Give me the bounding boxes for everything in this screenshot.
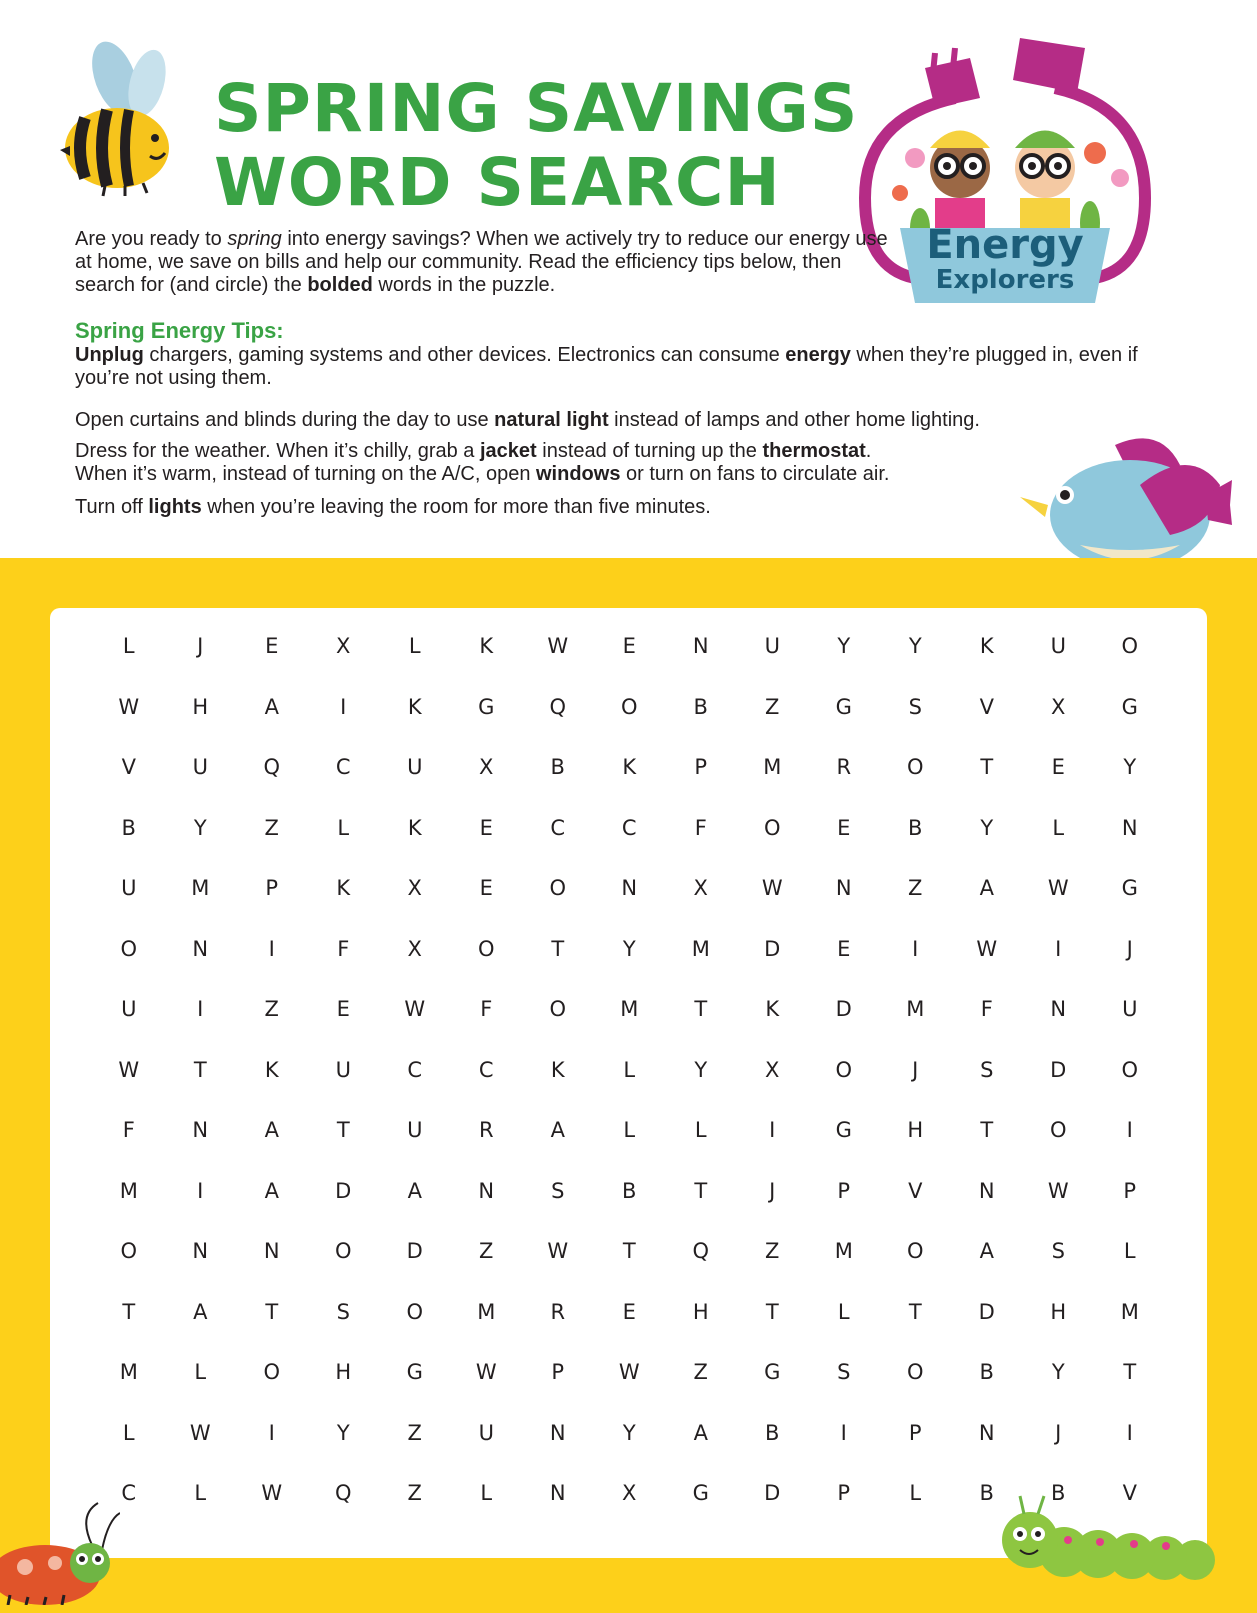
grid-letter[interactable]: Y: [694, 1057, 708, 1082]
tip-text: When it’s warm, instead of turning on the A/C, open: [75, 463, 536, 485]
grid-letter[interactable]: E: [479, 876, 493, 900]
grid-letter[interactable]: C: [407, 1057, 423, 1082]
bee-illustration: [55, 38, 185, 198]
grid-letter[interactable]: Y: [1123, 755, 1137, 779]
grid-letter[interactable]: N: [1121, 815, 1138, 840]
grid-letter[interactable]: Z: [765, 1239, 780, 1263]
grid-letter[interactable]: V: [1122, 1481, 1137, 1505]
grid-letter[interactable]: P: [908, 1420, 922, 1445]
grid-letter[interactable]: J: [769, 1178, 776, 1203]
word-search-grid[interactable]: [93, 634, 1166, 1542]
grid-letter[interactable]: U: [1050, 634, 1066, 658]
grid-letter[interactable]: C: [478, 1057, 494, 1082]
grid-letter[interactable]: A: [693, 1420, 708, 1445]
grid-letter[interactable]: I: [769, 1118, 776, 1142]
grid-letter[interactable]: Y: [336, 1420, 350, 1445]
tip-text: or turn on fans to circulate air.: [620, 463, 890, 485]
grid-letter[interactable]: R: [836, 755, 852, 779]
grid-letter[interactable]: N: [978, 1178, 995, 1203]
grid-letter[interactable]: W: [475, 1360, 497, 1384]
title-line-2: WORD SEARCH: [214, 144, 781, 221]
grid-letter[interactable]: E: [1051, 755, 1065, 779]
grid-letter[interactable]: O: [334, 1239, 352, 1263]
grid-letter[interactable]: G: [835, 1118, 852, 1142]
grid-letter[interactable]: N: [192, 936, 209, 961]
intro-bold-word: bolded: [307, 274, 373, 296]
grid-letter[interactable]: D: [764, 936, 781, 961]
grid-letter[interactable]: O: [1049, 1118, 1067, 1142]
grid-letter[interactable]: N: [978, 1420, 995, 1445]
grid-letter[interactable]: B: [979, 1481, 994, 1505]
grid-letter[interactable]: N: [192, 1239, 209, 1263]
tip-text: Open curtains and blinds during the day to use: [75, 409, 495, 431]
grid-letter[interactable]: A: [407, 1178, 422, 1203]
grid-letter[interactable]: K: [336, 876, 351, 900]
grid-letter[interactable]: O: [906, 1360, 924, 1384]
grid-letter[interactable]: N: [549, 1481, 566, 1505]
grid-letter[interactable]: Z: [264, 997, 279, 1021]
grid-letter[interactable]: L: [1123, 1239, 1136, 1263]
grid-letter[interactable]: A: [264, 694, 279, 719]
grid-letter[interactable]: W: [547, 1239, 569, 1263]
grid-letter[interactable]: K: [979, 634, 994, 658]
grid-letter[interactable]: X: [407, 936, 422, 961]
grid-letter[interactable]: F: [980, 997, 993, 1021]
grid-letter[interactable]: M: [477, 1299, 496, 1324]
grid-letter[interactable]: O: [620, 694, 638, 719]
grid-letter[interactable]: D: [406, 1239, 423, 1263]
bolded-keyword: thermostat: [762, 440, 866, 462]
grid-letter[interactable]: W: [618, 1360, 640, 1384]
grid-letter[interactable]: A: [979, 1239, 994, 1263]
tip-text: chargers, gaming systems and other devices. Electronics can consume: [143, 344, 786, 366]
grid-letter[interactable]: Y: [193, 815, 207, 840]
tip-text: Dress for the weather. When it’s chilly, grab a: [75, 440, 480, 462]
grid-letter[interactable]: Q: [549, 694, 567, 719]
grid-letter[interactable]: B: [550, 755, 565, 779]
grid-letter[interactable]: V: [121, 755, 136, 779]
grid-letter[interactable]: J: [197, 634, 204, 658]
title-line-1: SPRING SAVINGS: [214, 70, 859, 147]
grid-letter[interactable]: Z: [765, 694, 780, 719]
grid-letter[interactable]: Z: [264, 815, 279, 840]
grid-letter[interactable]: O: [406, 1299, 424, 1324]
grid-letter[interactable]: T: [193, 1057, 207, 1082]
bolded-keyword: lights: [148, 496, 202, 518]
grid-letter[interactable]: G: [1121, 876, 1138, 900]
tips-heading: Spring Energy Tips:: [75, 318, 284, 343]
caterpillar-illustration: [1000, 1490, 1215, 1600]
grid-letter[interactable]: H: [192, 694, 209, 719]
grid-letter[interactable]: D: [835, 997, 852, 1021]
grid-letter[interactable]: U: [764, 634, 780, 658]
tip-4: [75, 496, 1185, 519]
grid-letter[interactable]: W: [118, 694, 140, 719]
grid-letter[interactable]: S: [980, 1057, 994, 1082]
grid-letter[interactable]: J: [912, 1057, 919, 1082]
grid-letter[interactable]: E: [622, 634, 636, 658]
grid-letter[interactable]: F: [337, 936, 350, 961]
grid-letter[interactable]: O: [549, 997, 567, 1021]
grid-letter[interactable]: C: [550, 815, 566, 840]
grid-letter[interactable]: Y: [622, 936, 636, 961]
grid-letter[interactable]: Y: [980, 815, 994, 840]
grid-letter[interactable]: X: [1051, 694, 1066, 719]
grid-letter[interactable]: S: [1051, 1239, 1065, 1263]
grid-letter[interactable]: B: [693, 694, 708, 719]
grid-letter[interactable]: U: [335, 1057, 351, 1082]
grid-letter[interactable]: M: [191, 876, 210, 900]
grid-letter[interactable]: X: [479, 755, 494, 779]
grid-letter[interactable]: T: [551, 936, 565, 961]
energy-explorers-logo: [855, 28, 1155, 318]
grid-letter[interactable]: N: [549, 1420, 566, 1445]
grid-letter[interactable]: E: [336, 997, 350, 1021]
grid-letter[interactable]: T: [622, 1239, 636, 1263]
grid-letter[interactable]: I: [197, 1178, 204, 1203]
grid-letter[interactable]: M: [906, 997, 925, 1021]
grid-letter[interactable]: L: [408, 634, 421, 658]
grid-letter[interactable]: P: [1123, 1178, 1137, 1203]
grid-letter[interactable]: I: [268, 1420, 275, 1445]
grid-letter[interactable]: A: [193, 1299, 208, 1324]
grid-letter[interactable]: U: [1122, 997, 1138, 1021]
grid-letter[interactable]: W: [976, 936, 998, 961]
grid-letter[interactable]: B: [765, 1420, 780, 1445]
grid-letter[interactable]: B: [1051, 1481, 1066, 1505]
grid-letter[interactable]: L: [837, 1299, 850, 1324]
grid-letter[interactable]: K: [622, 755, 637, 779]
grid-letter[interactable]: Z: [479, 1239, 494, 1263]
grid-letter[interactable]: A: [264, 1118, 279, 1142]
grid-letter[interactable]: R: [478, 1118, 494, 1142]
grid-letter[interactable]: C: [621, 815, 637, 840]
grid-letter[interactable]: W: [761, 876, 783, 900]
grid-letter[interactable]: K: [264, 1057, 279, 1082]
grid-letter[interactable]: X: [336, 634, 351, 658]
grid-letter[interactable]: L: [194, 1360, 207, 1384]
grid-letter[interactable]: G: [478, 694, 495, 719]
grid-letter[interactable]: T: [980, 1118, 994, 1142]
grid-letter[interactable]: R: [550, 1299, 566, 1324]
grid-letter[interactable]: J: [1126, 936, 1133, 961]
grid-letter[interactable]: X: [693, 876, 708, 900]
grid-letter[interactable]: I: [1126, 1420, 1133, 1445]
grid-letter[interactable]: V: [908, 1178, 923, 1203]
grid-letter[interactable]: H: [907, 1118, 924, 1142]
grid-letter[interactable]: M: [834, 1239, 853, 1263]
grid-letter[interactable]: I: [340, 694, 347, 719]
grid-letter[interactable]: Q: [334, 1481, 352, 1505]
grid-letter[interactable]: X: [765, 1057, 780, 1082]
grid-letter[interactable]: S: [837, 1360, 851, 1384]
grid-letter[interactable]: U: [478, 1420, 494, 1445]
grid-letter[interactable]: O: [120, 1239, 138, 1263]
grid-letter[interactable]: T: [694, 1178, 708, 1203]
grid-letter[interactable]: N: [835, 876, 852, 900]
grid-letter[interactable]: Q: [692, 1239, 710, 1263]
grid-letter[interactable]: A: [550, 1118, 565, 1142]
intro-text-end: words in the puzzle.: [372, 274, 556, 296]
grid-letter[interactable]: D: [1050, 1057, 1067, 1082]
grid-letter[interactable]: W: [1047, 876, 1069, 900]
grid-letter[interactable]: C: [121, 1481, 137, 1505]
grid-letter[interactable]: L: [623, 1057, 636, 1082]
grid-letter[interactable]: F: [480, 997, 493, 1021]
tip-text: when they’re plugged in, even if you’re not using them.: [75, 344, 1138, 389]
ladybug-illustration: [0, 1495, 120, 1605]
page-title: [214, 72, 858, 220]
grid-letter[interactable]: G: [406, 1360, 423, 1384]
grid-letter[interactable]: U: [121, 876, 137, 900]
grid-letter[interactable]: N: [192, 1118, 209, 1142]
grid-letter[interactable]: N: [478, 1178, 495, 1203]
tip-text: instead of turning up the: [536, 440, 763, 462]
grid-letter[interactable]: W: [404, 997, 426, 1021]
grid-letter[interactable]: Z: [407, 1420, 422, 1445]
grid-letter[interactable]: Z: [693, 1360, 708, 1384]
grid-letter[interactable]: E: [479, 815, 493, 840]
grid-letter[interactable]: G: [1121, 694, 1138, 719]
grid-letter[interactable]: O: [120, 936, 138, 961]
grid-letter[interactable]: Y: [1051, 1360, 1065, 1384]
grid-letter[interactable]: M: [620, 997, 639, 1021]
grid-letter[interactable]: T: [980, 755, 994, 779]
intro-text-start: Are you ready to: [75, 228, 228, 250]
grid-letter[interactable]: P: [694, 755, 708, 779]
grid-letter[interactable]: O: [763, 815, 781, 840]
logo-wordmark: [855, 224, 1155, 294]
grid-letter[interactable]: O: [1121, 634, 1139, 658]
grid-letter[interactable]: Y: [622, 1420, 636, 1445]
grid-letter[interactable]: J: [1055, 1420, 1062, 1445]
grid-letter[interactable]: B: [979, 1360, 994, 1384]
grid-letter[interactable]: N: [692, 634, 709, 658]
grid-letter[interactable]: H: [1050, 1299, 1067, 1324]
grid-letter[interactable]: G: [692, 1481, 709, 1505]
grid-letter[interactable]: T: [908, 1299, 922, 1324]
grid-letter[interactable]: I: [840, 1420, 847, 1445]
tip-text: .: [865, 440, 872, 462]
grid-letter[interactable]: M: [691, 936, 710, 961]
grid-letter[interactable]: B: [622, 1178, 637, 1203]
grid-letter[interactable]: L: [122, 634, 135, 658]
grid-letter[interactable]: W: [547, 634, 569, 658]
bolded-keyword: jacket: [480, 440, 537, 462]
grid-letter[interactable]: W: [261, 1481, 283, 1505]
grid-letter[interactable]: P: [837, 1481, 851, 1505]
grid-letter[interactable]: K: [407, 694, 422, 719]
grid-letter[interactable]: M: [1120, 1299, 1139, 1324]
grid-letter[interactable]: F: [122, 1118, 135, 1142]
grid-letter[interactable]: H: [335, 1360, 352, 1384]
grid-letter[interactable]: P: [837, 1178, 851, 1203]
grid-letter[interactable]: Z: [407, 1481, 422, 1505]
grid-letter[interactable]: D: [335, 1178, 352, 1203]
bolded-keyword: energy: [785, 344, 851, 366]
grid-letter[interactable]: T: [694, 997, 708, 1021]
grid-letter[interactable]: K: [479, 634, 494, 658]
grid-letter[interactable]: Z: [908, 876, 923, 900]
grid-letter[interactable]: P: [265, 876, 279, 900]
grid-letter[interactable]: T: [336, 1118, 350, 1142]
grid-letter[interactable]: V: [979, 694, 994, 719]
grid-letter[interactable]: U: [121, 997, 137, 1021]
tip-text: Turn off: [75, 496, 149, 518]
grid-letter[interactable]: Y: [908, 634, 922, 658]
grid-letter[interactable]: W: [1047, 1178, 1069, 1203]
grid-letter[interactable]: O: [549, 876, 567, 900]
grid-letter[interactable]: G: [764, 1360, 781, 1384]
grid-letter[interactable]: B: [908, 815, 923, 840]
grid-letter[interactable]: A: [979, 876, 994, 900]
grid-letter[interactable]: W: [189, 1420, 211, 1445]
grid-letter[interactable]: P: [551, 1360, 565, 1384]
bolded-keyword: natural light: [494, 409, 609, 431]
grid-letter[interactable]: L: [194, 1481, 207, 1505]
grid-letter[interactable]: L: [909, 1481, 922, 1505]
grid-letter[interactable]: B: [121, 815, 136, 840]
grid-letter[interactable]: O: [477, 936, 495, 961]
logo-word-energy: Energy: [926, 222, 1084, 268]
grid-letter[interactable]: L: [623, 1118, 636, 1142]
grid-letter[interactable]: L: [122, 1420, 135, 1445]
grid-letter[interactable]: E: [622, 1299, 636, 1324]
intro-italic-word: spring: [227, 228, 282, 250]
grid-letter[interactable]: A: [264, 1178, 279, 1203]
grid-letter[interactable]: U: [407, 1118, 423, 1142]
tip-text: instead of lamps and other home lighting.: [608, 409, 980, 431]
grid-letter[interactable]: E: [837, 936, 851, 961]
grid-letter[interactable]: L: [694, 1118, 707, 1142]
grid-letter[interactable]: N: [1050, 997, 1067, 1021]
tip-3: [75, 440, 1185, 486]
grid-letter[interactable]: X: [407, 876, 422, 900]
grid-letter[interactable]: L: [337, 815, 350, 840]
grid-letter[interactable]: D: [764, 1481, 781, 1505]
grid-letter[interactable]: O: [906, 1239, 924, 1263]
grid-letter[interactable]: K: [765, 997, 780, 1021]
grid-letter[interactable]: S: [908, 694, 922, 719]
grid-letter[interactable]: D: [978, 1299, 995, 1324]
grid-letter[interactable]: O: [835, 1057, 853, 1082]
grid-letter[interactable]: N: [263, 1239, 280, 1263]
tip-text: when you’re leaving the room for more than five minutes.: [201, 496, 711, 518]
grid-letter[interactable]: M: [119, 1360, 138, 1384]
grid-letter[interactable]: T: [122, 1299, 136, 1324]
grid-letter[interactable]: M: [119, 1178, 138, 1203]
grid-letter[interactable]: L: [1052, 815, 1065, 840]
grid-letter[interactable]: I: [268, 936, 275, 961]
bolded-keyword: Unplug: [75, 344, 144, 366]
grid-letter[interactable]: C: [335, 755, 351, 779]
grid-letter[interactable]: I: [197, 997, 204, 1021]
grid-letter[interactable]: L: [480, 1481, 493, 1505]
grid-letter[interactable]: Q: [263, 755, 281, 779]
tip-1: [75, 344, 1185, 390]
grid-letter[interactable]: T: [1123, 1360, 1137, 1384]
grid-letter[interactable]: E: [265, 634, 279, 658]
intro-paragraph: [75, 228, 895, 297]
grid-letter[interactable]: M: [763, 755, 782, 779]
intro-text-middle: into energy savings? When we actively try to reduce our energy use at home, we save on bills and help our community. Read the efficiency tips below, then search for (and circle) the: [75, 228, 888, 296]
logo-word-explorers: Explorers: [935, 265, 1075, 295]
grid-letter[interactable]: H: [692, 1299, 709, 1324]
grid-letter[interactable]: T: [265, 1299, 279, 1324]
grid-letter[interactable]: O: [263, 1360, 281, 1384]
grid-letter[interactable]: I: [912, 936, 919, 961]
tip-2: [75, 409, 1185, 432]
grid-letter[interactable]: N: [621, 876, 638, 900]
grid-letter[interactable]: S: [551, 1178, 565, 1203]
grid-letter[interactable]: K: [407, 815, 422, 840]
grid-letter[interactable]: X: [622, 1481, 637, 1505]
grid-letter[interactable]: O: [906, 755, 924, 779]
grid-letter[interactable]: G: [835, 694, 852, 719]
grid-letter[interactable]: E: [837, 815, 851, 840]
grid-letter[interactable]: O: [1121, 1057, 1139, 1082]
grid-letter[interactable]: S: [336, 1299, 350, 1324]
grid-letter[interactable]: U: [192, 755, 208, 779]
grid-letter[interactable]: T: [765, 1299, 779, 1324]
bolded-keyword: windows: [536, 463, 621, 485]
grid-letter[interactable]: F: [694, 815, 707, 840]
grid-letter[interactable]: K: [550, 1057, 565, 1082]
grid-letter[interactable]: W: [118, 1057, 140, 1082]
grid-letter[interactable]: Y: [837, 634, 851, 658]
grid-letter[interactable]: U: [407, 755, 423, 779]
grid-letter[interactable]: I: [1126, 1118, 1133, 1142]
grid-letter[interactable]: I: [1055, 936, 1062, 961]
